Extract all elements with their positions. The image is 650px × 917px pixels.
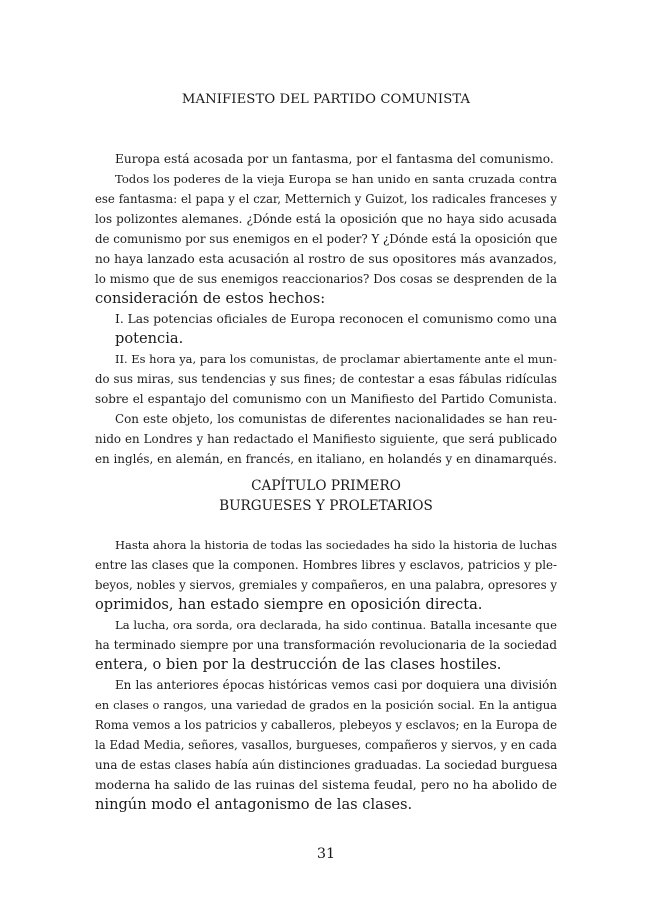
text-line: una de estas clases había aún distinciones graduadas. La sociedad burguesa (95, 758, 557, 772)
text-line: beyos, nobles y siervos, gremiales y compañeros, en una palabra, opresores y (95, 578, 557, 592)
chapter-title: BURGUESES Y PROLETARIOS (219, 498, 433, 514)
text-line: ningún modo el antagonismo de las clases. (95, 796, 413, 813)
text-line: la Edad Media, señores, vasallos, burgueses, compañeros y siervos, y en cada (95, 738, 557, 752)
text-line: moderna ha salido de las ruinas del sistema feudal, pero no ha abolido de (95, 778, 557, 792)
chapter-number: CAPÍTULO PRIMERO (251, 478, 401, 494)
text-line: Con este objeto, los comunistas de diferentes nacionalidades se han reu- (115, 412, 557, 426)
text-line: entre las clases que la componen. Hombres libres y esclavos, patricios y ple- (95, 558, 557, 572)
text-line: Roma vemos a los patricios y caballeros, plebeyos y esclavos; en la Europa de (95, 718, 557, 732)
text-line: no haya lanzado esta acusación al rostro de sus opositores más avanzados, (95, 252, 557, 266)
text-line: ha terminado siempre por una transformación revolucionaria de la sociedad (95, 638, 557, 652)
text-line: I. Las potencias oficiales de Europa reconocen el comunismo como una (115, 312, 557, 326)
text-line: entera, o bien por la destrucción de las clases hostiles. (95, 656, 502, 673)
text-line: Europa está acosada por un fantasma, por el fantasma del comunismo. (115, 152, 554, 166)
text-line: ese fantasma: el papa y el czar, Metternich y Guizot, los radicales franceses y (95, 192, 557, 206)
text-line: los polizontes alemanes. ¿Dónde está la oposición que no haya sido acusada (95, 212, 557, 226)
text-line: do sus miras, sus tendencias y sus fines; de contestar a esas fábulas ridículas (95, 372, 557, 386)
text-line: consideración de estos hechos: (95, 290, 326, 307)
text-line: potencia. (115, 330, 184, 347)
text-line: Todos los poderes de la vieja Europa se han unido en santa cruzada contra (115, 172, 557, 186)
text-line: Hasta ahora la historia de todas las sociedades ha sido la historia de luchas (115, 538, 557, 552)
text-line: en inglés, en alemán, en francés, en italiano, en holandés y en dinamarqués. (95, 452, 557, 466)
text-line: La lucha, ora sorda, ora declarada, ha sido continua. Batalla incesante que (115, 618, 557, 632)
text-line: en clases o rangos, una variedad de grados en la posición social. En la antigua (95, 698, 557, 712)
text-line: de comunismo por sus enemigos en el poder? Y ¿Dónde está la oposición que (95, 232, 557, 246)
text-line: En las anteriores épocas históricas vemos casi por doquiera una división (115, 678, 557, 692)
text-line: sobre el espantajo del comunismo con un Manifiesto del Partido Comunista. (95, 392, 557, 406)
text-line: II. Es hora ya, para los comunistas, de proclamar abiertamente ante el mun- (115, 352, 557, 366)
page-number: 31 (316, 846, 336, 862)
text-line: lo mismo que de sus enemigos reaccionarios? Dos cosas se desprenden de la (95, 272, 557, 286)
text-line: nido en Londres y han redactado el Manifiesto siguiente, que será publicado (95, 432, 557, 446)
text-line: oprimidos, han estado siempre en oposición directa. (95, 596, 483, 613)
document-title: MANIFIESTO DEL PARTIDO COMUNISTA (181, 92, 471, 107)
